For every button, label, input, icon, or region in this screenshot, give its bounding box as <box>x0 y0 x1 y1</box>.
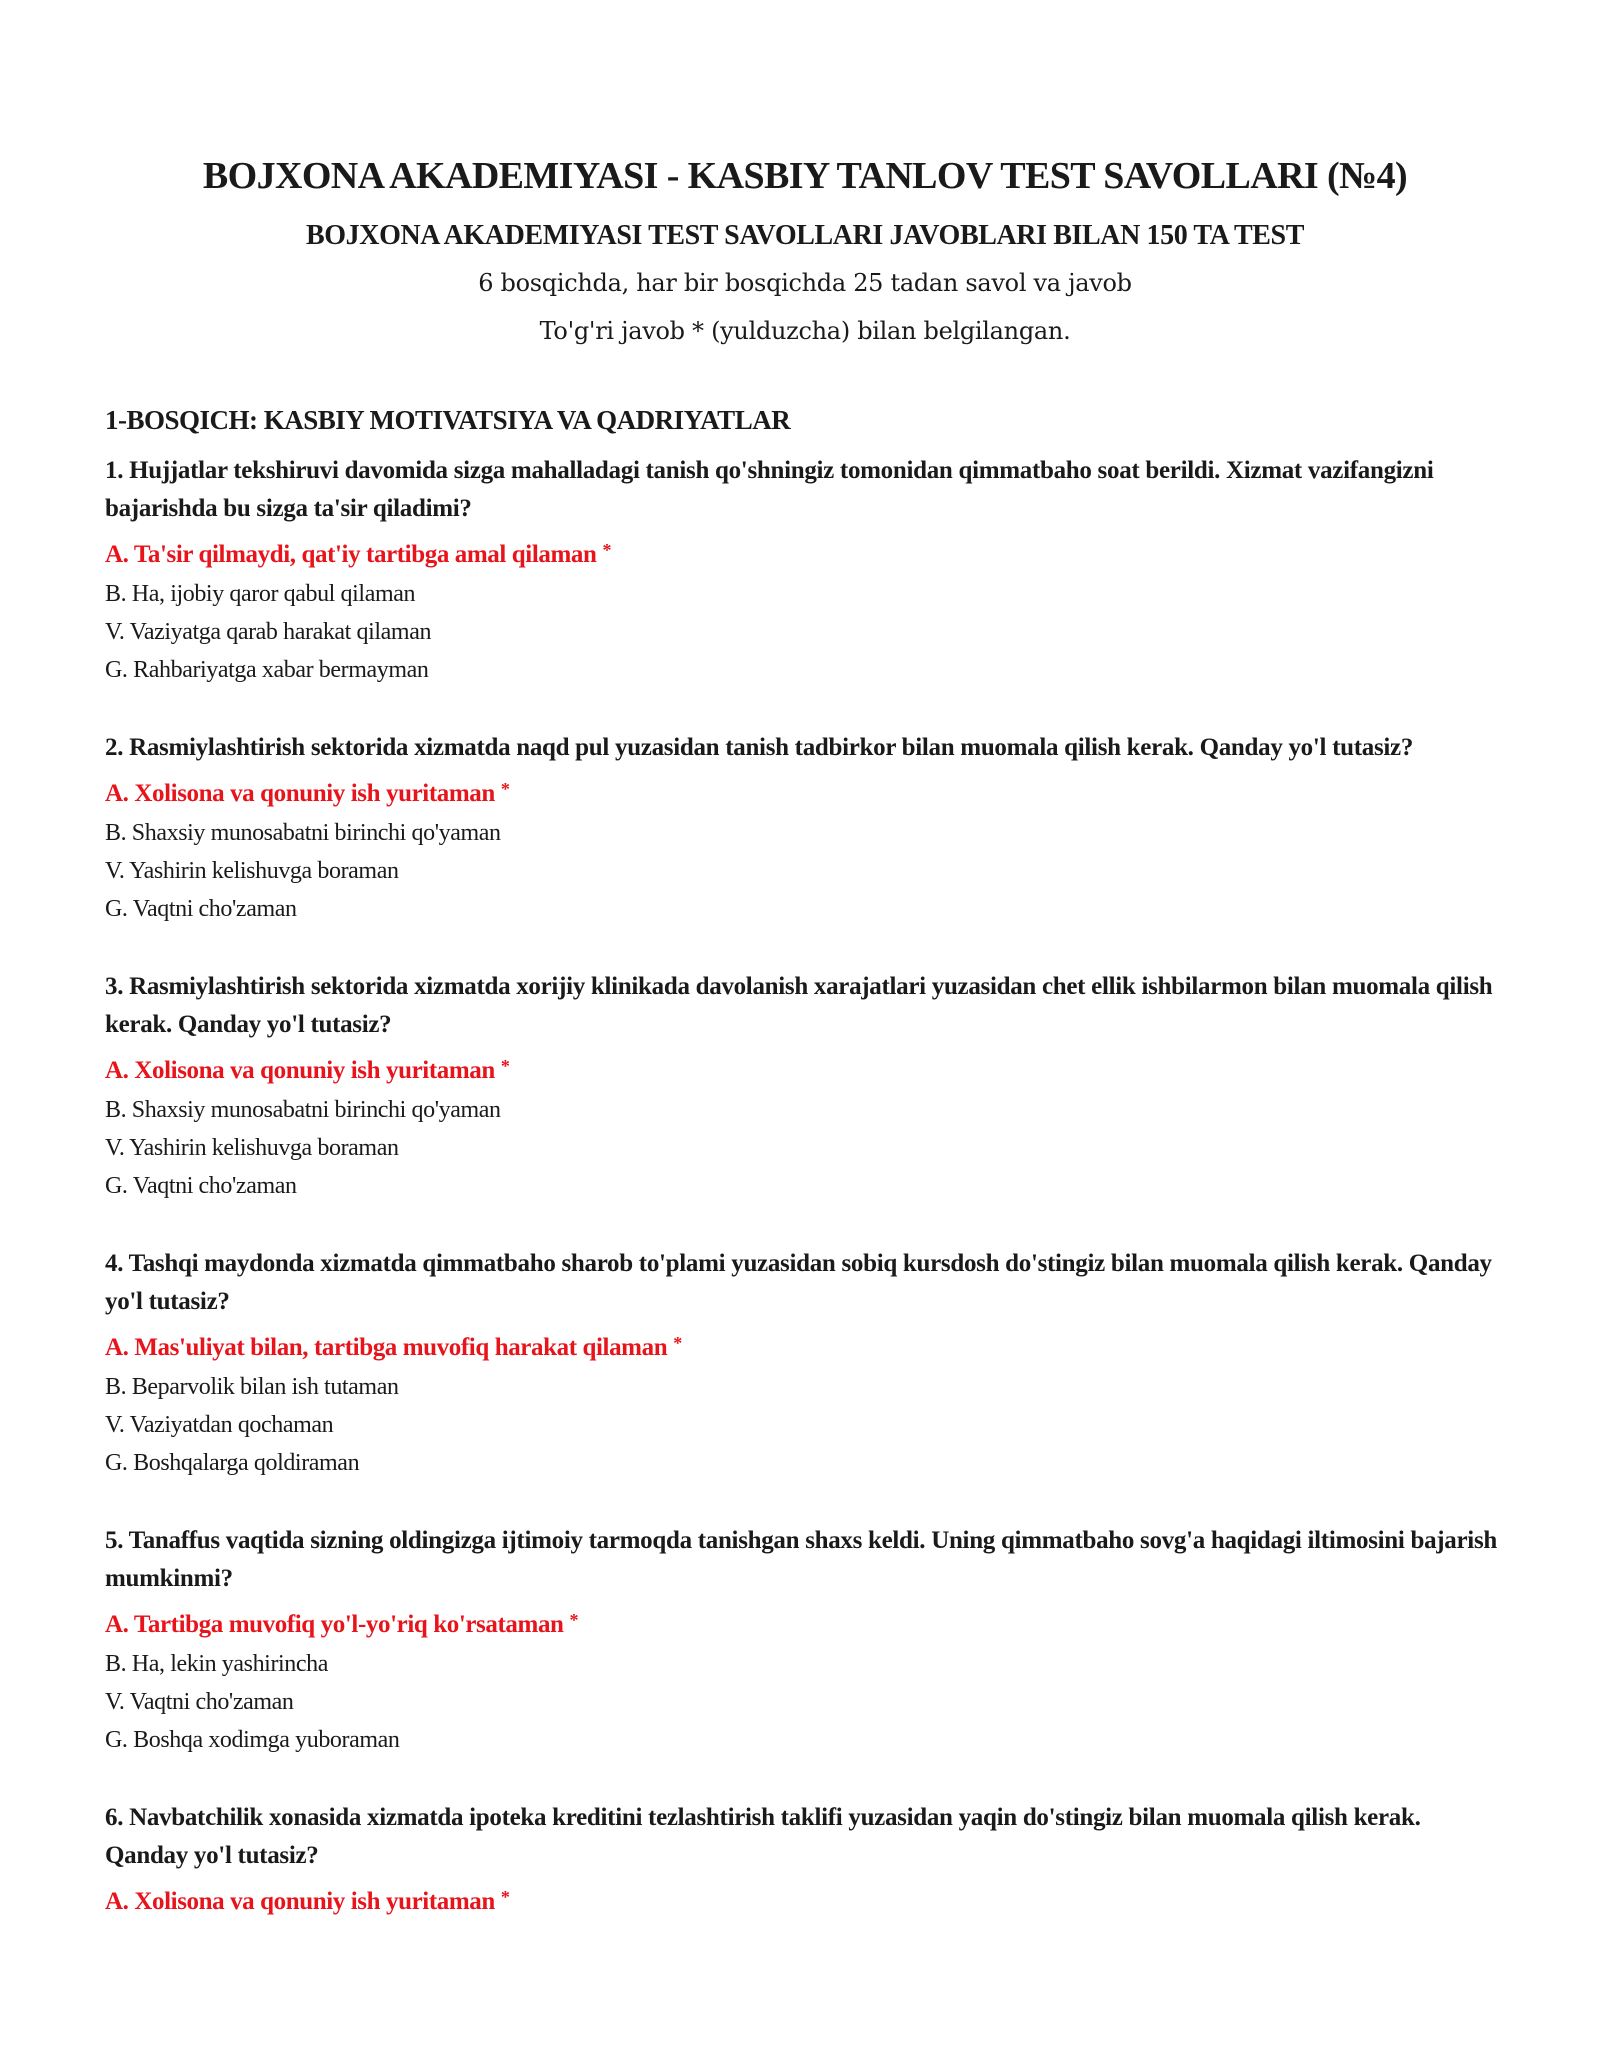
question-2 <box>105 729 1505 928</box>
answer-label: A. Xolisona va qonuniy ish yuritaman <box>105 1888 495 1915</box>
answer-option: B. Beparvolik bilan ish tutaman <box>105 1374 399 1400</box>
document-page <box>105 148 1505 1962</box>
answer-option: G. Boshqa xodimga yuboraman <box>105 1727 400 1753</box>
section-title: 1-BOSQICH: KASBIY MOTIVATSIYA VA QADRIYATLAR <box>105 405 791 435</box>
star-icon: * <box>500 1887 510 1907</box>
question-6 <box>105 1799 1505 1922</box>
answer-option: B. Ha, ijobiy qaror qabul qilaman <box>105 581 416 607</box>
correct-answer <box>105 1877 1505 1922</box>
star-icon: * <box>569 1610 579 1630</box>
star-icon: * <box>602 540 612 560</box>
answer-option: V. Vaziyatdan qochaman <box>105 1412 334 1438</box>
question-3 <box>105 968 1505 1205</box>
answer-option: G. Boshqalarga qoldiraman <box>105 1450 360 1476</box>
info-line-stages: 6 bosqichda, har bir bosqichda 25 tadan savol va javob <box>478 269 1132 297</box>
question-4 <box>105 1245 1505 1482</box>
answer-option: B. Ha, lekin yashirincha <box>105 1651 329 1677</box>
correct-answer <box>105 1323 1505 1368</box>
answer-label: A. Ta'sir qilmaydi, qat'iy tartibga amal qilaman <box>105 541 597 568</box>
answer-option: G. Vaqtni cho'zaman <box>105 896 297 922</box>
correct-answer <box>105 530 1505 575</box>
answer-option: B. Shaxsiy munosabatni birinchi qo'yaman <box>105 820 501 846</box>
answer-label: A. Xolisona va qonuniy ish yuritaman <box>105 780 495 807</box>
answer-option: V. Yashirin kelishuvga boraman <box>105 1135 399 1161</box>
answer-option: V. Vaziyatga qarab harakat qilaman <box>105 619 432 645</box>
answer-option: V. Vaqtni cho'zaman <box>105 1689 294 1715</box>
answer-label: A. Mas'uliyat bilan, tartibga muvofiq harakat qilaman <box>105 1334 668 1361</box>
answer-option: G. Vaqtni cho'zaman <box>105 1173 297 1199</box>
question-5 <box>105 1522 1505 1759</box>
question-text: 6. Navbatchilik xonasida xizmatda ipoteka kreditini tezlashtirish taklifi yuzasidan yaqin do'stingiz bilan muomala qilish kerak. Qanday yo'l tutasiz? <box>105 1804 1421 1869</box>
question-text: 1. Hujjatlar tekshiruvi davomida sizga mahalladagi tanish qo'shningiz tomonidan qimmatbaho soat berildi. Xizmat vazifangizni bajarishda bu sizga ta'sir qiladimi? <box>105 457 1434 522</box>
answer-option: G. Rahbariyatga xabar bermayman <box>105 657 429 683</box>
answer-option: V. Yashirin kelishuvga boraman <box>105 858 399 884</box>
info-line-legend: To'g'ri javob * (yulduzcha) bilan belgilangan. <box>539 317 1071 345</box>
question-text: 2. Rasmiylashtirish sektorida xizmatda naqd pul yuzasidan tanish tadbirkor bilan muomala qilish kerak. Qanday yo'l tutasiz? <box>105 734 1414 761</box>
question-text: 4. Tashqi maydonda xizmatda qimmatbaho sharob to'plami yuzasidan sobiq kursdosh do'stingiz bilan muomala qilish kerak. Qanday yo'l tutasiz? <box>105 1250 1492 1315</box>
question-1 <box>105 452 1505 689</box>
correct-answer <box>105 1046 1505 1091</box>
question-text: 5. Tanaffus vaqtida sizning oldingizga ijtimoiy tarmoqda tanishgan shaxs keldi. Uning qimmatbaho sovg'a haqidagi iltimosini bajarish mumkinmi? <box>105 1527 1497 1592</box>
star-icon: * <box>500 779 510 799</box>
answer-label: A. Tartibga muvofiq yo'l-yo'riq ko'rsataman <box>105 1611 564 1638</box>
document-subtitle: BOJXONA AKADEMIYASI TEST SAVOLLARI JAVOBLARI BILAN 150 TA TEST <box>306 220 1304 251</box>
correct-answer <box>105 1600 1505 1645</box>
star-icon: * <box>673 1333 682 1353</box>
correct-answer <box>105 769 1505 814</box>
answer-label: A. Xolisona va qonuniy ish yuritaman <box>105 1057 495 1084</box>
question-text: 3. Rasmiylashtirish sektorida xizmatda xorijiy klinikada davolanish xarajatlari yuzasidan chet ellik ishbilarmon bilan muomala qilish kerak. Qanday yo'l tutasiz? <box>105 973 1493 1038</box>
star-icon: * <box>500 1056 510 1076</box>
document-title: BOJXONA AKADEMIYASI - KASBIY TANLOV TEST SAVOLLARI (№4) <box>202 155 1408 197</box>
answer-option: B. Shaxsiy munosabatni birinchi qo'yaman <box>105 1097 501 1123</box>
